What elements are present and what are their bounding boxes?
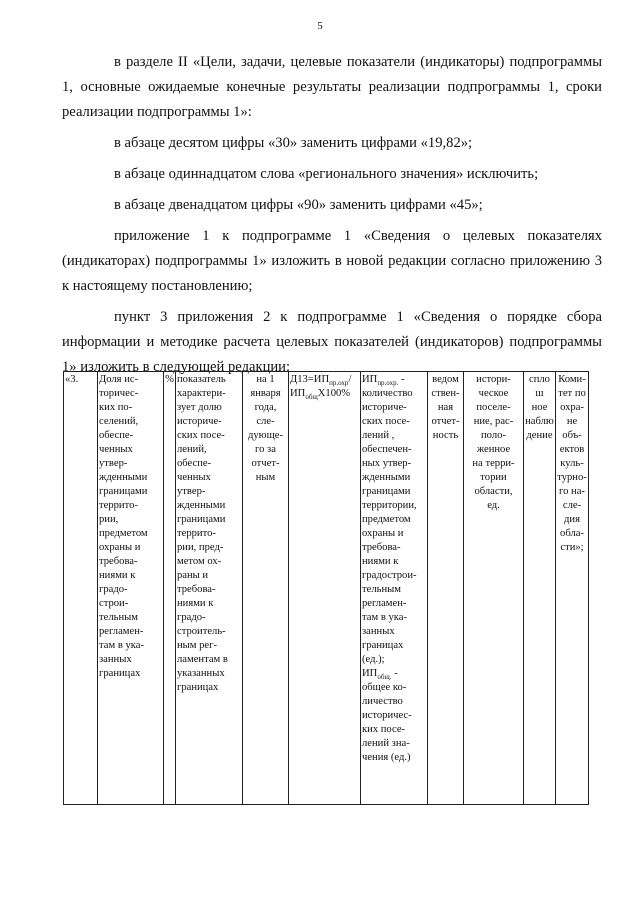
cell-text-line: ное (531, 402, 548, 413)
cell-observation-object (464, 372, 524, 805)
paragraph-annex-2-item-3: пункт 3 приложения 2 к подпрограмме 1 «Сведения о порядке сбора информации и методике расчета целевых показателей (индикаторов) подпрограммы 1» изложить в следующей редакции: (62, 309, 602, 375)
cell-text-line: торичес- (99, 388, 139, 399)
cell-text-line: показатель (177, 374, 226, 385)
cell-text-line: охраны и (362, 528, 404, 539)
page-number: 5 (317, 20, 323, 32)
cell-text-line: «3. (65, 374, 79, 385)
cell-text-line: границах (362, 640, 404, 651)
cell-text-line: января (250, 388, 281, 399)
cell-time-characteristic (243, 372, 289, 805)
indicator-ip-obsh-label: $ИП_{общ.}$ - (362, 668, 398, 682)
cell-text-line: характери- (177, 388, 226, 399)
cell-indicator-name (98, 372, 164, 805)
cell-text-line: предметом (362, 514, 411, 525)
cell-text-line: тории (480, 472, 507, 483)
cell-text-line: поло- (481, 430, 506, 441)
cell-text-line: лений , (362, 430, 395, 441)
cell-text-line: на 1 (256, 374, 275, 385)
cell-formula (289, 372, 361, 805)
cell-text-line: там в ука- (99, 640, 144, 651)
cell-text-line: не (566, 416, 578, 427)
cell-text-line: требова- (362, 542, 401, 553)
cell-coverage (524, 372, 556, 805)
cell-text-line: обеспе- (177, 458, 212, 469)
cell-text-line: занных (99, 654, 132, 665)
cell-text-line: года, (254, 402, 277, 413)
document-body (62, 50, 602, 380)
cell-text-line: отчет- (431, 416, 460, 427)
cell-text-line: лений зна- (362, 738, 410, 749)
cell-text-line: ческое (478, 388, 509, 399)
cell-text-line: го на- (559, 486, 585, 497)
cell-text-line: женное (476, 444, 511, 455)
cell-text-line: градо- (99, 584, 128, 595)
indicator-ip-pr-ohr-description (362, 387, 426, 667)
cell-text-line: террито- (177, 528, 216, 539)
indicator-table (63, 371, 589, 805)
cell-text-line: области, (474, 486, 513, 497)
formula-line-2: $ИП_{общ}Х100\%$ (290, 388, 351, 402)
cell-text-line: ным рег- (177, 640, 218, 651)
cell-text-line: (ед.); (362, 654, 385, 665)
cell-text-line: охраны и (99, 542, 141, 553)
cell-text-line: охра- (560, 402, 584, 413)
cell-text-line: ских посе- (177, 430, 225, 441)
cell-text-line: го за (255, 444, 276, 455)
cell-unit (164, 372, 176, 805)
cell-text-line: рии, пред- (177, 542, 224, 553)
cell-text-line: дение (526, 430, 553, 441)
cell-text-line: ких по- (99, 402, 133, 413)
cell-text-line: требова- (177, 584, 216, 595)
cell-text-line: селений, (99, 416, 139, 427)
cell-text-line: требова- (99, 556, 138, 567)
cell-text-line: дия (564, 514, 580, 525)
cell-text-line: утвер- (99, 458, 128, 469)
cell-text-line: тет по (558, 388, 586, 399)
cell-text-line: на терри- (472, 458, 515, 469)
cell-text-line: жденными (99, 472, 148, 483)
cell-text-line: ектов (559, 444, 585, 455)
paragraph-abzac-12: в абзаце двенадцатом цифры «90» заменить цифрами «45»; (114, 197, 483, 213)
cell-text-line: границах (177, 682, 219, 693)
cell-definition (176, 372, 243, 805)
cell-text-line: обла- (560, 528, 584, 539)
cell-text-line: истори- (476, 374, 511, 385)
table-row (64, 372, 589, 805)
cell-text-line: наблю (525, 416, 554, 427)
cell-text-line: отчет- (251, 458, 280, 469)
cell-text-line: регламен- (99, 626, 144, 637)
cell-text-line: ченных (99, 444, 133, 455)
cell-text-line: границами (177, 514, 226, 525)
cell-collection-method (428, 372, 464, 805)
cell-text-line: Коми- (558, 374, 586, 385)
cell-text-line: тельным (99, 612, 138, 623)
paragraph-annex-1: приложение 1 к подпрограмме 1 «Сведения о целевых показателях (индикаторах) подпрограммы 1» изложить в новой редакции согласно приложению 3 к настоящему постановлению; (62, 228, 602, 294)
cell-basic-indicators (361, 372, 428, 805)
cell-text-line: рии, (99, 514, 119, 525)
cell-text-line: там в ука- (362, 612, 407, 623)
paragraph-abzac-11: в абзаце одиннадцатом слова «регионального значения» исключить; (114, 166, 539, 182)
cell-text-line: строи- (99, 598, 129, 609)
cell-text-line: историче- (177, 416, 222, 427)
paragraph-section-ii: в разделе II «Цели, задачи, целевые показатели (индикаторы) подпрограммы 1, основные ожидаемые конечные результаты реализации подпрограммы 1, сроки реализации подпрограммы 1»: (62, 54, 602, 120)
cell-text-line: дующе- (248, 430, 283, 441)
cell-text-line: границами (362, 486, 411, 497)
cell-text-line: ность (432, 430, 459, 441)
cell-text-line: раны и (177, 570, 209, 581)
cell-text-line: ченных (177, 472, 211, 483)
cell-text-line: ная (437, 402, 454, 413)
cell-text-line: ламентам в (177, 654, 228, 665)
paragraph-abzac-10: в абзаце десятом цифры «30» заменить цифрами «19,82»; (114, 135, 473, 151)
cell-text-line: куль- (560, 458, 584, 469)
cell-text-line: границах (99, 668, 141, 679)
cell-text-line: строитель- (177, 626, 226, 637)
cell-text-line: ниями к (99, 570, 136, 581)
cell-text-line: обеспе- (99, 430, 134, 441)
cell-text-line: Доля ис- (99, 374, 139, 385)
cell-text-line: зует долю (177, 402, 222, 413)
cell-text-line: жденными (362, 472, 411, 483)
cell-text-line: турно- (557, 472, 587, 483)
cell-text-line: сле- (256, 416, 275, 427)
cell-text-line: ниями к (177, 598, 214, 609)
cell-text-line: ных утвер- (362, 458, 412, 469)
cell-text-line: ние, рас- (473, 416, 514, 427)
cell-text-line: границами (99, 486, 148, 497)
cell-text-line: тельным (362, 584, 401, 595)
cell-responsible (556, 372, 589, 805)
cell-text-line: ниями к (362, 556, 399, 567)
cell-text-line: ведом (432, 374, 459, 385)
cell-text-line: ствен- (431, 388, 460, 399)
cell-text-line: утвер- (177, 486, 206, 497)
cell-text-line: историчес- (362, 710, 412, 721)
cell-text-line: ед. (487, 500, 500, 511)
cell-text-line: занных (362, 626, 395, 637)
cell-text-line: объ- (562, 430, 582, 441)
cell-text-line: предметом (99, 528, 148, 539)
cell-text-line: сти»; (560, 542, 584, 553)
cell-text-line: сплош (529, 374, 550, 399)
formula-line-1: $Д13=ИП_{пр.охр}/$ (290, 374, 352, 388)
cell-text-line: территории, (362, 500, 417, 511)
cell-text-line: сле- (562, 500, 582, 511)
cell-text-line: количество (362, 388, 413, 399)
cell-text-line: указанных (177, 668, 225, 679)
cell-text-line: жденными (177, 500, 226, 511)
cell-text-line: градострои- (362, 570, 417, 581)
cell-text-line: личество (362, 696, 403, 707)
cell-text-line: регламен- (362, 598, 407, 609)
cell-text-line: обеспечен- (362, 444, 412, 455)
cell-item-number (64, 372, 98, 805)
cell-text-line: чения (ед.) (362, 752, 411, 763)
cell-text-line: лений, (177, 444, 207, 455)
cell-text-line: % (165, 374, 174, 385)
cell-text-line: историче- (362, 402, 407, 413)
indicator-ip-obsh-description (362, 681, 426, 765)
cell-text-line: метом ох- (177, 556, 222, 567)
cell-text-line: ких посе- (362, 724, 406, 735)
cell-text-line: террито- (99, 500, 138, 511)
cell-text-line: поселе- (476, 402, 511, 413)
cell-text-line: ным (255, 472, 276, 483)
cell-text-line: ских посе- (362, 416, 410, 427)
indicator-ip-pr-ohr-label: $ИП_{пр.охр.}$ - (362, 374, 405, 388)
cell-text-line: общее ко- (362, 682, 407, 693)
cell-text-line: градо- (177, 612, 206, 623)
